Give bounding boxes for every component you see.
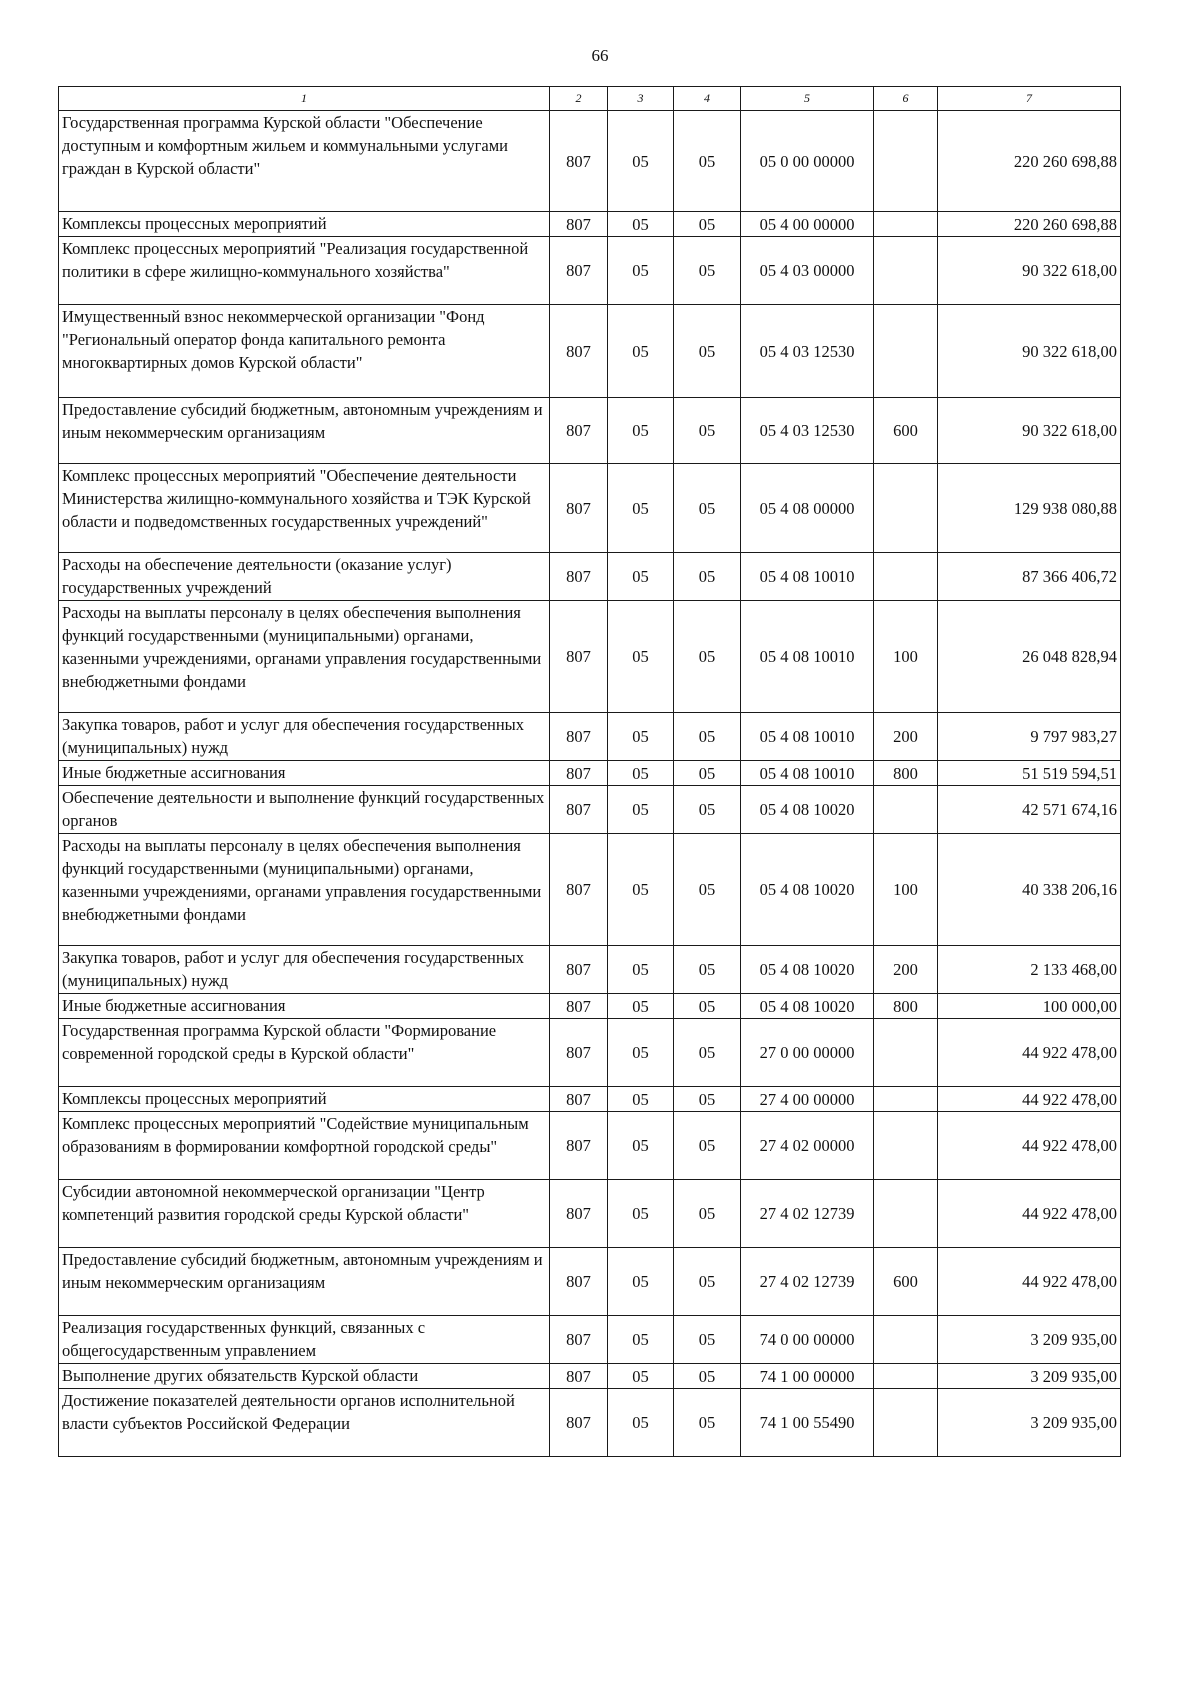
row-target-article: 05 0 00 00000 <box>741 111 874 212</box>
row-target-article: 74 0 00 00000 <box>741 1316 874 1364</box>
row-name: Расходы на обеспечение деятельности (оказание услуг) государственных учреждений <box>59 553 550 601</box>
row-target-article: 05 4 08 10020 <box>741 946 874 994</box>
row-amount: 42 571 674,16 <box>938 786 1121 834</box>
row-target-article: 05 4 08 10010 <box>741 553 874 601</box>
row-target-article: 05 4 08 10010 <box>741 713 874 761</box>
page-number: 66 <box>591 46 609 65</box>
table-row <box>59 1389 1121 1457</box>
row-target-article: 74 1 00 55490 <box>741 1389 874 1457</box>
row-amount: 90 322 618,00 <box>938 237 1121 305</box>
row-grbs: 807 <box>550 1248 608 1316</box>
row-expense-type: 600 <box>874 1248 938 1316</box>
row-grbs: 807 <box>550 305 608 398</box>
row-target-article: 05 4 03 12530 <box>741 305 874 398</box>
row-subsection: 05 <box>674 237 741 305</box>
row-name: Государственная программа Курской области "Обеспечение доступным и комфортным жильем и коммунальными услугами граждан в Курской области" <box>59 111 550 212</box>
row-expense-type <box>874 237 938 305</box>
row-subsection: 05 <box>674 994 741 1019</box>
row-subsection: 05 <box>674 1180 741 1248</box>
row-expense-type <box>874 1316 938 1364</box>
row-grbs: 807 <box>550 1112 608 1180</box>
row-expense-type <box>874 1180 938 1248</box>
row-target-article: 05 4 03 00000 <box>741 237 874 305</box>
row-section: 05 <box>608 111 674 212</box>
table-row <box>59 713 1121 761</box>
row-subsection: 05 <box>674 713 741 761</box>
row-name: Реализация государственных функций, связанных с общегосударственным управлением <box>59 1316 550 1364</box>
column-header: 6 <box>874 87 938 111</box>
row-amount: 3 209 935,00 <box>938 1364 1121 1389</box>
table-row <box>59 1019 1121 1087</box>
row-amount: 90 322 618,00 <box>938 398 1121 464</box>
row-target-article: 05 4 08 10020 <box>741 994 874 1019</box>
row-amount: 44 922 478,00 <box>938 1019 1121 1087</box>
row-expense-type: 800 <box>874 994 938 1019</box>
row-section: 05 <box>608 464 674 553</box>
row-subsection: 05 <box>674 786 741 834</box>
row-name: Предоставление субсидий бюджетным, автономным учреждениям и иным некоммерческим организациям <box>59 398 550 464</box>
row-target-article: 27 4 02 12739 <box>741 1248 874 1316</box>
row-grbs: 807 <box>550 1364 608 1389</box>
row-subsection: 05 <box>674 1389 741 1457</box>
table-row <box>59 111 1121 212</box>
row-grbs: 807 <box>550 111 608 212</box>
row-section: 05 <box>608 212 674 237</box>
table-row <box>59 1248 1121 1316</box>
row-amount: 129 938 080,88 <box>938 464 1121 553</box>
table-row <box>59 1087 1121 1112</box>
row-target-article: 74 1 00 00000 <box>741 1364 874 1389</box>
row-expense-type: 100 <box>874 834 938 946</box>
row-section: 05 <box>608 761 674 786</box>
row-expense-type: 200 <box>874 713 938 761</box>
table-row <box>59 761 1121 786</box>
row-expense-type <box>874 305 938 398</box>
row-section: 05 <box>608 553 674 601</box>
row-expense-type <box>874 212 938 237</box>
row-section: 05 <box>608 713 674 761</box>
row-expense-type <box>874 464 938 553</box>
column-header: 1 <box>59 87 550 111</box>
table-row <box>59 305 1121 398</box>
row-grbs: 807 <box>550 946 608 994</box>
row-subsection: 05 <box>674 1112 741 1180</box>
row-subsection: 05 <box>674 1087 741 1112</box>
row-grbs: 807 <box>550 761 608 786</box>
table-row <box>59 237 1121 305</box>
row-grbs: 807 <box>550 713 608 761</box>
row-target-article: 27 4 02 12739 <box>741 1180 874 1248</box>
row-target-article: 05 4 08 10020 <box>741 786 874 834</box>
row-name: Комплекс процессных мероприятий "Обеспечение деятельности Министерства жилищно-коммунального хозяйства и ТЭК Курской области и подведомственных государственных учреждений" <box>59 464 550 553</box>
row-name: Субсидии автономной некоммерческой организации "Центр компетенций развития городской среды Курской области" <box>59 1180 550 1248</box>
row-grbs: 807 <box>550 1087 608 1112</box>
row-section: 05 <box>608 237 674 305</box>
row-amount: 3 209 935,00 <box>938 1316 1121 1364</box>
row-name: Иные бюджетные ассигнования <box>59 761 550 786</box>
row-name: Предоставление субсидий бюджетным, автономным учреждениям и иным некоммерческим организациям <box>59 1248 550 1316</box>
row-amount: 40 338 206,16 <box>938 834 1121 946</box>
row-grbs: 807 <box>550 237 608 305</box>
table-row <box>59 1364 1121 1389</box>
table-row <box>59 464 1121 553</box>
row-amount: 2 133 468,00 <box>938 946 1121 994</box>
row-section: 05 <box>608 1316 674 1364</box>
row-section: 05 <box>608 305 674 398</box>
row-expense-type <box>874 553 938 601</box>
column-header: 2 <box>550 87 608 111</box>
row-section: 05 <box>608 834 674 946</box>
table-row <box>59 553 1121 601</box>
row-grbs: 807 <box>550 398 608 464</box>
row-target-article: 27 0 00 00000 <box>741 1019 874 1087</box>
row-expense-type <box>874 1087 938 1112</box>
row-expense-type: 800 <box>874 761 938 786</box>
row-grbs: 807 <box>550 786 608 834</box>
row-expense-type <box>874 111 938 212</box>
row-subsection: 05 <box>674 946 741 994</box>
table-row <box>59 398 1121 464</box>
row-section: 05 <box>608 1180 674 1248</box>
row-name: Комплекс процессных мероприятий "Содействие муниципальным образованиям в формировании комфортной городской среды" <box>59 1112 550 1180</box>
row-name: Государственная программа Курской области "Формирование современной городской среды в Курской области" <box>59 1019 550 1087</box>
row-name: Комплексы процессных мероприятий <box>59 1087 550 1112</box>
row-name: Обеспечение деятельности и выполнение функций государственных органов <box>59 786 550 834</box>
row-amount: 9 797 983,27 <box>938 713 1121 761</box>
row-name: Выполнение других обязательств Курской области <box>59 1364 550 1389</box>
row-target-article: 05 4 08 10020 <box>741 834 874 946</box>
row-name: Имущественный взнос некоммерческой организации "Фонд "Региональный оператор фонда капитального ремонта многоквартирных домов Курской области" <box>59 305 550 398</box>
row-amount: 44 922 478,00 <box>938 1248 1121 1316</box>
row-section: 05 <box>608 398 674 464</box>
table-row <box>59 601 1121 713</box>
row-amount: 220 260 698,88 <box>938 111 1121 212</box>
row-name: Иные бюджетные ассигнования <box>59 994 550 1019</box>
row-subsection: 05 <box>674 111 741 212</box>
row-section: 05 <box>608 601 674 713</box>
row-section: 05 <box>608 1364 674 1389</box>
row-name: Комплексы процессных мероприятий <box>59 212 550 237</box>
row-expense-type <box>874 786 938 834</box>
header-row <box>59 87 1121 111</box>
table-row <box>59 212 1121 237</box>
row-expense-type <box>874 1112 938 1180</box>
table-row <box>59 1180 1121 1248</box>
row-subsection: 05 <box>674 1316 741 1364</box>
row-amount: 87 366 406,72 <box>938 553 1121 601</box>
row-grbs: 807 <box>550 834 608 946</box>
row-subsection: 05 <box>674 464 741 553</box>
row-target-article: 05 4 08 10010 <box>741 601 874 713</box>
row-grbs: 807 <box>550 464 608 553</box>
row-expense-type <box>874 1364 938 1389</box>
row-name: Достижение показателей деятельности органов исполнительной власти субъектов Российской Федерации <box>59 1389 550 1457</box>
row-amount: 100 000,00 <box>938 994 1121 1019</box>
row-section: 05 <box>608 994 674 1019</box>
row-target-article: 05 4 03 12530 <box>741 398 874 464</box>
row-expense-type <box>874 1019 938 1087</box>
table-row <box>59 994 1121 1019</box>
row-grbs: 807 <box>550 212 608 237</box>
row-grbs: 807 <box>550 1019 608 1087</box>
column-header: 4 <box>674 87 741 111</box>
row-amount: 44 922 478,00 <box>938 1180 1121 1248</box>
row-section: 05 <box>608 1112 674 1180</box>
row-name: Комплекс процессных мероприятий "Реализация государственной политики в сфере жилищно-коммунального хозяйства" <box>59 237 550 305</box>
row-target-article: 27 4 02 00000 <box>741 1112 874 1180</box>
row-amount: 51 519 594,51 <box>938 761 1121 786</box>
table-row <box>59 946 1121 994</box>
row-section: 05 <box>608 1087 674 1112</box>
row-amount: 3 209 935,00 <box>938 1389 1121 1457</box>
budget-table <box>58 86 1121 1457</box>
row-subsection: 05 <box>674 1019 741 1087</box>
row-amount: 220 260 698,88 <box>938 212 1121 237</box>
row-subsection: 05 <box>674 761 741 786</box>
row-subsection: 05 <box>674 553 741 601</box>
row-expense-type <box>874 1389 938 1457</box>
row-section: 05 <box>608 1248 674 1316</box>
row-grbs: 807 <box>550 1180 608 1248</box>
row-amount: 44 922 478,00 <box>938 1112 1121 1180</box>
row-name: Расходы на выплаты персоналу в целях обеспечения выполнения функций государственными (муниципальными) органами, казенными учреждениями, органами управления государственными внебюджетными фондами <box>59 601 550 713</box>
row-subsection: 05 <box>674 398 741 464</box>
row-section: 05 <box>608 786 674 834</box>
row-amount: 90 322 618,00 <box>938 305 1121 398</box>
row-target-article: 05 4 08 10010 <box>741 761 874 786</box>
table-row <box>59 1316 1121 1364</box>
row-subsection: 05 <box>674 305 741 398</box>
row-name: Закупка товаров, работ и услуг для обеспечения государственных (муниципальных) нужд <box>59 946 550 994</box>
row-grbs: 807 <box>550 1389 608 1457</box>
column-header: 3 <box>608 87 674 111</box>
row-name: Закупка товаров, работ и услуг для обеспечения государственных (муниципальных) нужд <box>59 713 550 761</box>
row-target-article: 05 4 08 00000 <box>741 464 874 553</box>
row-grbs: 807 <box>550 601 608 713</box>
row-subsection: 05 <box>674 1248 741 1316</box>
row-subsection: 05 <box>674 212 741 237</box>
column-header: 7 <box>938 87 1121 111</box>
row-subsection: 05 <box>674 601 741 713</box>
row-amount: 26 048 828,94 <box>938 601 1121 713</box>
column-header: 5 <box>741 87 874 111</box>
row-amount: 44 922 478,00 <box>938 1087 1121 1112</box>
row-grbs: 807 <box>550 1316 608 1364</box>
table-row <box>59 786 1121 834</box>
row-subsection: 05 <box>674 1364 741 1389</box>
row-grbs: 807 <box>550 994 608 1019</box>
table-row <box>59 834 1121 946</box>
row-section: 05 <box>608 1019 674 1087</box>
row-grbs: 807 <box>550 553 608 601</box>
row-expense-type: 100 <box>874 601 938 713</box>
row-target-article: 27 4 00 00000 <box>741 1087 874 1112</box>
row-section: 05 <box>608 1389 674 1457</box>
row-subsection: 05 <box>674 834 741 946</box>
row-section: 05 <box>608 946 674 994</box>
row-name: Расходы на выплаты персоналу в целях обеспечения выполнения функций государственными (муниципальными) органами, казенными учреждениями, органами управления государственными внебюджетными фондами <box>59 834 550 946</box>
row-expense-type: 600 <box>874 398 938 464</box>
table-row <box>59 1112 1121 1180</box>
row-target-article: 05 4 00 00000 <box>741 212 874 237</box>
row-expense-type: 200 <box>874 946 938 994</box>
